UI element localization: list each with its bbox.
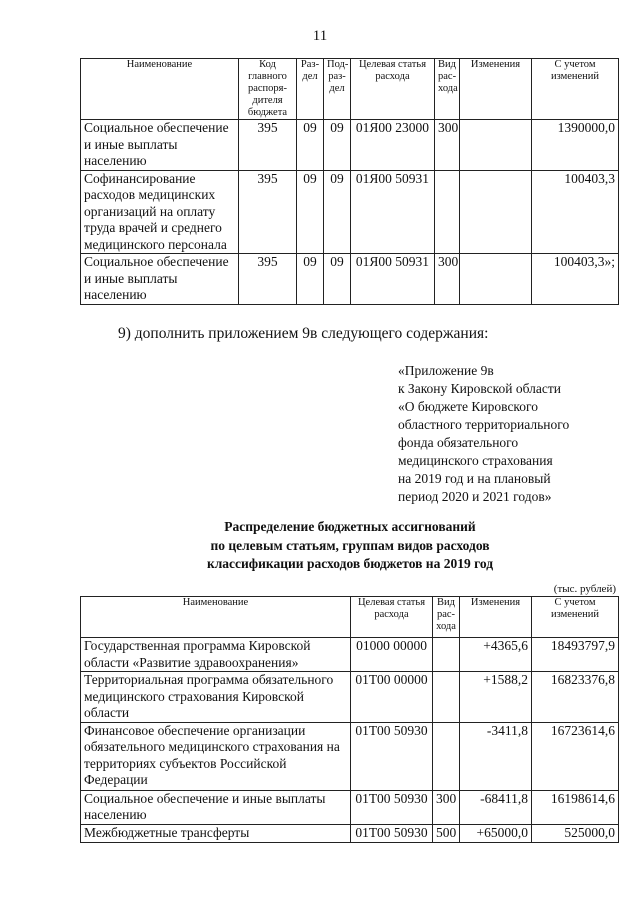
cell-target: 01Т00 50930 <box>351 722 433 790</box>
cell-total: 1390000,0 <box>532 120 619 171</box>
cell-change: +4365,6 <box>460 638 532 672</box>
appendix-line: «О бюджете Кировского <box>398 399 539 414</box>
cell-target: 01000 00000 <box>351 638 433 672</box>
cell-change: +65000,0 <box>460 824 532 842</box>
cell-total: 16198614,6 <box>532 790 619 824</box>
table-row <box>81 722 619 790</box>
expenditure-table-amendments <box>80 58 619 305</box>
appendix-line: областного территориального <box>398 417 570 432</box>
appendix-line: период 2020 и 2021 годов» <box>398 489 552 504</box>
cell-target: 01Я00 23000 <box>351 120 435 171</box>
cell-total: 16823376,8 <box>532 672 619 723</box>
cell-subsection: 09 <box>324 170 351 254</box>
table-row <box>81 790 619 824</box>
header-subsection: Под-раз-дел <box>324 59 351 120</box>
cell-target: 01Т00 00000 <box>351 672 433 723</box>
table-row <box>81 254 619 305</box>
cell-kind: 300 <box>435 120 460 171</box>
cell-kind: 500 <box>433 824 460 842</box>
header-change: Изменения <box>460 59 532 120</box>
cell-change <box>460 120 532 171</box>
appendix-line: «Приложение 9в <box>398 363 494 378</box>
header-change: Изменения <box>460 597 532 638</box>
heading-line: классификации расходов бюджетов на 2019 год <box>206 556 494 571</box>
cell-name: Финансовое обеспечение организации обязательного медицинского страхования на территориях субъектов Российской Федерации <box>81 722 351 790</box>
table-row <box>81 638 619 672</box>
cell-total: 100403,3»; <box>532 254 619 305</box>
cell-target: 01Я00 50931 <box>351 170 435 254</box>
cell-name: Софинансирование расходов медицинских организаций на оплату труда врачей и среднего медицинского персонала <box>81 170 239 254</box>
table-row <box>81 170 619 254</box>
page-number: 11 <box>312 28 328 44</box>
heading-line: по целевым статьям, группам видов расходов <box>210 537 490 553</box>
header-code: Код главного распоря-дителя бюджета <box>239 59 297 120</box>
cell-subsection: 09 <box>324 254 351 305</box>
appendix-line: к Закону Кировской области <box>398 381 562 396</box>
table-header-row <box>81 597 619 638</box>
cell-name: Межбюджетные трансферты <box>81 824 351 842</box>
cell-kind <box>433 672 460 723</box>
cell-change: -68411,8 <box>460 790 532 824</box>
cell-subsection: 09 <box>324 120 351 171</box>
header-target: Целевая статья расхода <box>351 59 435 120</box>
header-total: С учетом изменений <box>532 597 619 638</box>
table-row <box>81 824 619 842</box>
header-name: Наименование <box>81 597 351 638</box>
cell-section: 09 <box>297 254 324 305</box>
unit-label: (тыс. рублей) <box>553 583 616 595</box>
section-heading <box>130 518 570 574</box>
cell-name: Государственная программа Кировской области «Развитие здравоохранения» <box>81 638 351 672</box>
cell-change <box>460 170 532 254</box>
table-header-row <box>81 59 619 120</box>
cell-kind: 300 <box>435 254 460 305</box>
amendment-instruction: 9) дополнить приложением 9в следующего содержания: <box>118 325 489 342</box>
expenditure-distribution-table <box>80 596 619 843</box>
heading-line: Распределение бюджетных ассигнований <box>224 519 476 534</box>
appendix-reference <box>398 362 569 506</box>
appendix-line: медицинского страхования <box>398 453 553 468</box>
cell-total: 16723614,6 <box>532 722 619 790</box>
appendix-line: фонда обязательного <box>398 435 519 450</box>
cell-change <box>460 254 532 305</box>
header-section: Раз-дел <box>297 59 324 120</box>
appendix-line: на 2019 год и на плановый <box>398 471 551 486</box>
cell-total: 525000,0 <box>532 824 619 842</box>
cell-change: -3411,8 <box>460 722 532 790</box>
cell-name: Социальное обеспечение и иные выплаты населению <box>81 120 239 171</box>
cell-kind <box>433 638 460 672</box>
header-name: Наименование <box>81 59 239 120</box>
header-total: С учетом изменений <box>532 59 619 120</box>
cell-target: 01Т00 50930 <box>351 790 433 824</box>
cell-section: 09 <box>297 120 324 171</box>
cell-code: 395 <box>239 120 297 171</box>
table-row <box>81 120 619 171</box>
table-row <box>81 672 619 723</box>
header-kind: Вид рас-хода <box>433 597 460 638</box>
cell-name: Территориальная программа обязательного медицинского страхования Кировской области <box>81 672 351 723</box>
cell-section: 09 <box>297 170 324 254</box>
cell-kind <box>435 170 460 254</box>
cell-total: 18493797,9 <box>532 638 619 672</box>
cell-total: 100403,3 <box>532 170 619 254</box>
header-kind: Вид рас-хода <box>435 59 460 120</box>
cell-code: 395 <box>239 254 297 305</box>
cell-target: 01Т00 50930 <box>351 824 433 842</box>
header-target: Целевая статья расхода <box>351 597 433 638</box>
cell-name: Социальное обеспечение и иные выплаты населению <box>81 790 351 824</box>
cell-change: +1588,2 <box>460 672 532 723</box>
cell-kind: 300 <box>433 790 460 824</box>
cell-name: Социальное обеспечение и иные выплаты населению <box>81 254 239 305</box>
cell-code: 395 <box>239 170 297 254</box>
cell-target: 01Я00 50931 <box>351 254 435 305</box>
cell-kind <box>433 722 460 790</box>
